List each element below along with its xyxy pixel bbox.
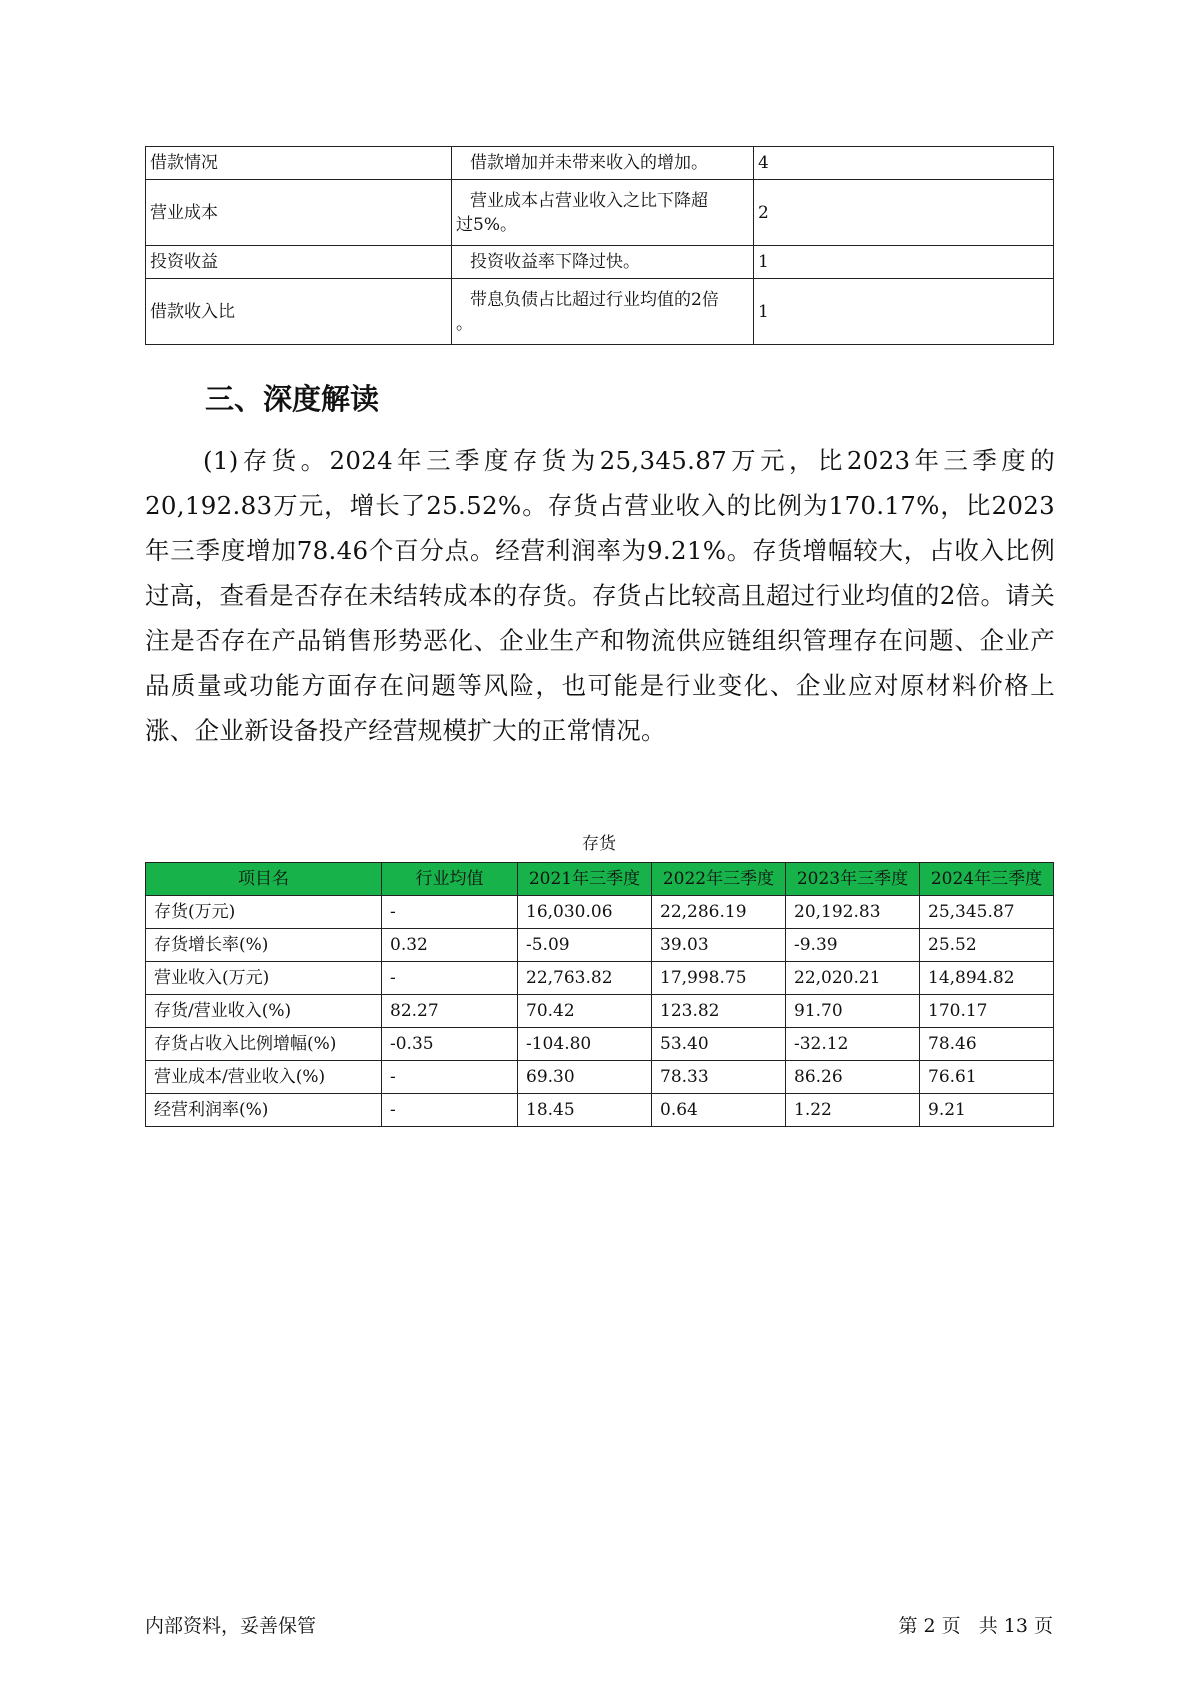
table-header-row <box>146 863 1054 896</box>
table-cell: 39.03 <box>652 929 786 962</box>
table-row <box>146 995 1054 1028</box>
table-cell: -5.09 <box>518 929 652 962</box>
risk-description: 借款增加并未带来收入的增加。 <box>452 147 754 180</box>
risk-indicator-table <box>145 146 1054 345</box>
table-cell: 123.82 <box>652 995 786 1028</box>
footer-confidential-note: 内部资料，妥善保管 <box>145 1615 317 1637</box>
table-caption: 存货 <box>582 834 616 854</box>
risk-item: 借款情况 <box>146 147 452 180</box>
table-cell: - <box>382 896 518 929</box>
table-cell: 16,030.06 <box>518 896 652 929</box>
table-cell: - <box>382 1061 518 1094</box>
table-cell: 存货/营业收入(%) <box>146 995 382 1028</box>
table-cell: 1.22 <box>786 1094 920 1127</box>
risk-score: 1 <box>754 246 1054 279</box>
risk-description: 带息负债占比超过行业均值的2倍 。 <box>452 279 754 345</box>
table-cell: 53.40 <box>652 1028 786 1061</box>
header-2023q3: 2023年三季度 <box>786 863 920 896</box>
table-cell: 22,020.21 <box>786 962 920 995</box>
table-cell: 170.17 <box>920 995 1054 1028</box>
table-cell: 营业收入(万元) <box>146 962 382 995</box>
table-cell: 存货(万元) <box>146 896 382 929</box>
table-cell: 25.52 <box>920 929 1054 962</box>
table-row <box>146 896 1054 929</box>
table-cell: -9.39 <box>786 929 920 962</box>
table-cell: 0.64 <box>652 1094 786 1127</box>
table-cell: -104.80 <box>518 1028 652 1061</box>
inventory-table <box>145 862 1054 1127</box>
table-cell: 18.45 <box>518 1094 652 1127</box>
table-row <box>146 180 1054 246</box>
table-row <box>146 1094 1054 1127</box>
table-row <box>146 929 1054 962</box>
header-industry-avg: 行业均值 <box>382 863 518 896</box>
table-row <box>146 246 1054 279</box>
header-2021q3: 2021年三季度 <box>518 863 652 896</box>
table-cell: 存货占收入比例增幅(%) <box>146 1028 382 1061</box>
table-cell: 营业成本/营业收入(%) <box>146 1061 382 1094</box>
table-cell: 91.70 <box>786 995 920 1028</box>
risk-score: 2 <box>754 180 1054 246</box>
risk-score: 1 <box>754 279 1054 345</box>
table-cell: 经营利润率(%) <box>146 1094 382 1127</box>
header-2024q3: 2024年三季度 <box>920 863 1054 896</box>
risk-item: 借款收入比 <box>146 279 452 345</box>
risk-item: 投资收益 <box>146 246 452 279</box>
table-cell: 17,998.75 <box>652 962 786 995</box>
table-cell: 22,286.19 <box>652 896 786 929</box>
table-cell: 76.61 <box>920 1061 1054 1094</box>
table-cell: -32.12 <box>786 1028 920 1061</box>
table-row <box>146 279 1054 345</box>
table-cell: 20,192.83 <box>786 896 920 929</box>
table-cell: 82.27 <box>382 995 518 1028</box>
table-row <box>146 962 1054 995</box>
table-cell: 存货增长率(%) <box>146 929 382 962</box>
risk-item: 营业成本 <box>146 180 452 246</box>
table-cell: 25,345.87 <box>920 896 1054 929</box>
risk-score: 4 <box>754 147 1054 180</box>
table-row <box>146 147 1054 180</box>
table-row <box>146 1061 1054 1094</box>
footer-page-number: 第 2 页 共 13 页 <box>898 1615 1053 1637</box>
table-cell: - <box>382 962 518 995</box>
table-cell: -0.35 <box>382 1028 518 1061</box>
table-cell: 78.46 <box>920 1028 1054 1061</box>
table-cell: 78.33 <box>652 1061 786 1094</box>
risk-description: 营业成本占营业收入之比下降超 过5%。 <box>452 180 754 246</box>
table-cell: 0.32 <box>382 929 518 962</box>
section-heading: 三、深度解读 <box>205 382 380 416</box>
analysis-text: (1)存货。2024年三季度存货为25,345.87万元，比2023年三季度的20,192.83万元，增长了25.52%。存货占营业收入的比例为170.17%，比2023年三季度增加78.46个百分点。经营利润率为9.21%。存货增幅较大，占收入比例过高，查看是否存在未结转成本的存货。存货占比较高且超过行业均值的2倍。请关注是否存在产品销售形势恶化、企业生产和物流供应链组织管理存在问题、企业产品质量或功能方面存在问题等风险，也可能是行业变化、企业应对原材料价格上涨、企业新设备投产经营规模扩大的正常情况。 <box>145 446 1055 745</box>
table-cell: 69.30 <box>518 1061 652 1094</box>
header-item-name: 项目名 <box>146 863 382 896</box>
table-cell: 14,894.82 <box>920 962 1054 995</box>
table-row <box>146 1028 1054 1061</box>
risk-description: 投资收益率下降过快。 <box>452 246 754 279</box>
table-cell: 70.42 <box>518 995 652 1028</box>
table-cell: 9.21 <box>920 1094 1054 1127</box>
table-cell: 22,763.82 <box>518 962 652 995</box>
table-cell: - <box>382 1094 518 1127</box>
analysis-paragraph <box>145 438 1055 753</box>
table-cell: 86.26 <box>786 1061 920 1094</box>
header-2022q3: 2022年三季度 <box>652 863 786 896</box>
